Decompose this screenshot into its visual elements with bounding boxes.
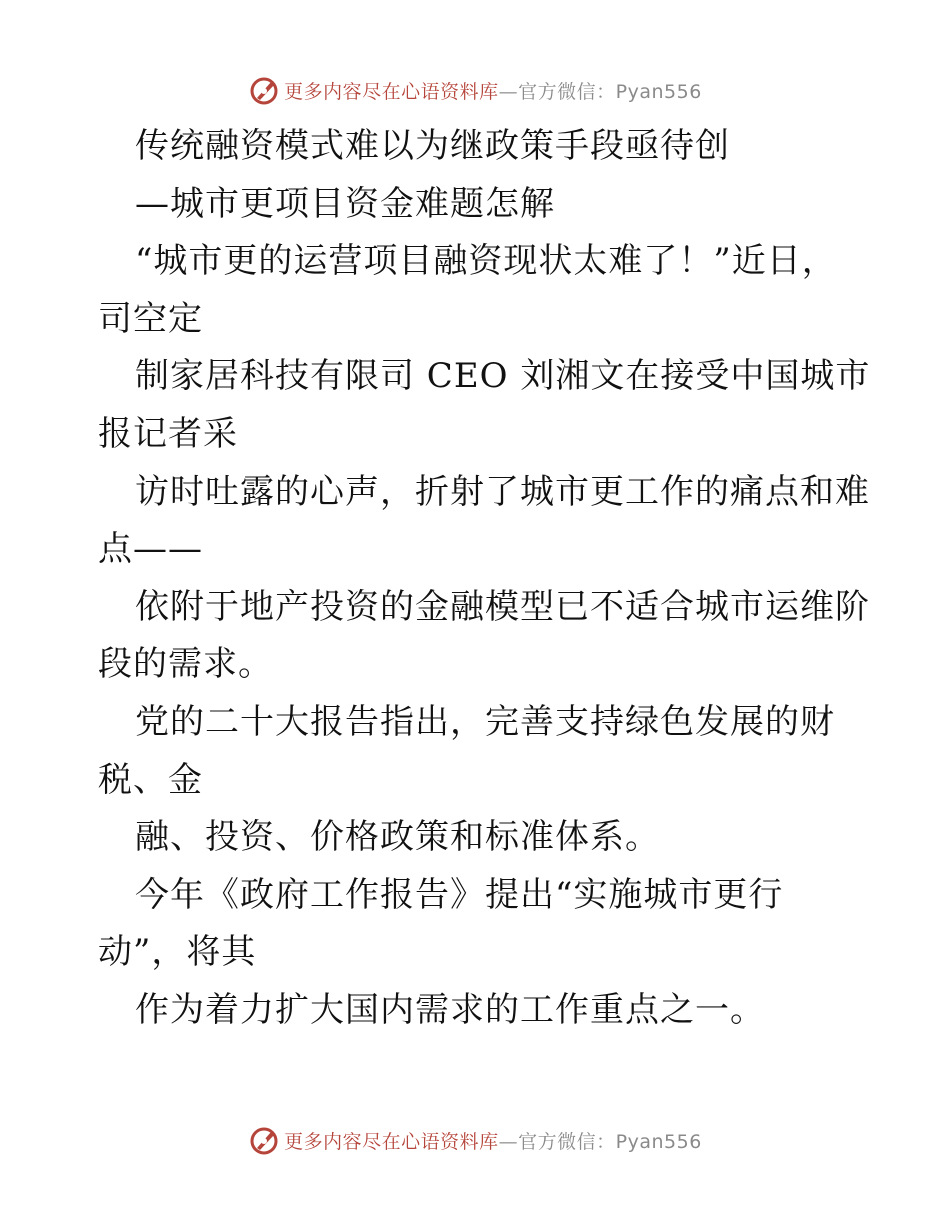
paragraph-line: —城市更项目资金难题怎解 [135, 183, 555, 224]
paragraph-line: 依附于地产投资的金融模型已不适合城市运维阶 [135, 586, 870, 627]
paragraph-line: 制家居科技有限司 CEO 刘湘文在接受中国城市 [135, 356, 871, 397]
paragraph-line: 访时吐露的心声，折射了城市更工作的痛点和难 [135, 471, 870, 512]
paragraph-line: 动”，将其 [98, 932, 257, 973]
banner-text: 更多内容尽在心语资料库—官方微信：Pyan556 [284, 80, 702, 103]
header-banner [0, 70, 950, 110]
quill-seal-icon [248, 1124, 280, 1156]
paragraph-line: 党的二十大报告指出，完善支持绿色发展的财 [135, 701, 835, 742]
paragraph-line: 点—— [98, 529, 203, 570]
footer-banner [0, 1120, 950, 1160]
paragraph-line: 作为着力扩大国内需求的工作重点之一。 [135, 989, 765, 1030]
banner-text: 更多内容尽在心语资料库—官方微信：Pyan556 [284, 1130, 702, 1153]
paragraph-line: 税、金 [98, 759, 203, 800]
paragraph-line: “城市更的运营项目融资现状太难了！”近日， [135, 241, 837, 282]
paragraph-line: 司空定 [98, 298, 203, 339]
document-body [98, 118, 871, 1040]
paragraph-line: 报记者采 [98, 413, 238, 454]
quill-seal-icon [248, 74, 280, 106]
paragraph-line: 传统融资模式难以为继政策手段亟待创 [135, 126, 730, 166]
paragraph-line: 融、投资、价格政策和标准体系。 [135, 817, 660, 858]
paragraph-line: 段的需求。 [98, 644, 273, 685]
paragraph-line: 今年《政府工作报告》提出“实施城市更行 [135, 874, 784, 915]
